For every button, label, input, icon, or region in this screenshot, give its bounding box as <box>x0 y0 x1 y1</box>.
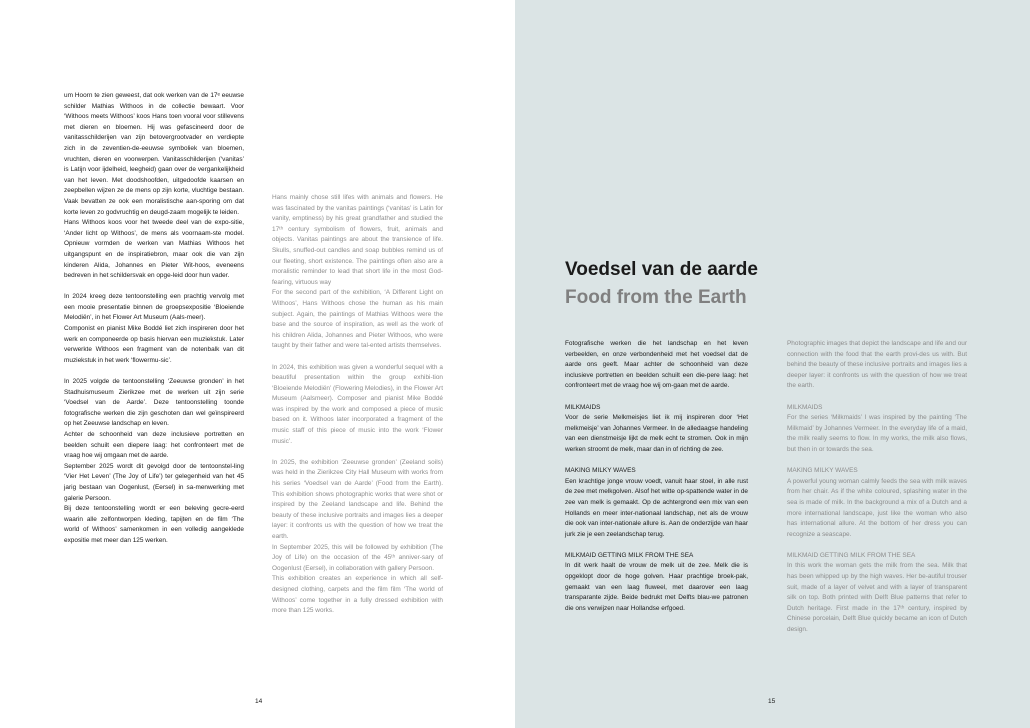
paragraph: MAKING MILKY WAVES A powerful young woman calmly feeds the sea with milk waves from her chair. As if the white coloured, splashing water in the sea is made of milk. In the background a mix of a Dutch and a more international landscape, just like the woman who also has international allure. At the bottom of her dress you can recognize a seascape. <box>787 467 967 538</box>
paragraph: MILKMAID GETTING MILK FROM THE SEA In this work the woman gets the milk from the sea. Milk that has been whipped up by the high waves. Her be-autiful trouser suit, made of a layer of velvet and with a layer of transparent silk on top. Both printed with Delft Blue patterns that refer to Dutch heritage. First made in the 17ᵗʰ century, inspired by Chinese porcelain, Delft Blue quickly became an icon of Dutch design. <box>787 551 967 634</box>
paragraph: MAKING MILKY WAVES Een krachtige jonge vrouw voedt, vanuit haar stoel, in alle rust de zee met melkgolven. Alsof het witte op-spattende water in de zee van melk is gemaakt. Op de achtergrond een mix van een Hollands en meer inter-nationaal landschap, net als de vrouw die ook van inter-nationale allure is. Aan de onderzijde van haar jurk zie je een zeelandschap terug. <box>565 467 748 538</box>
title-dutch: Voedsel van de aarde <box>565 259 758 280</box>
paragraph: MILKMAIDS Voor de serie Melkmeisjes liet ik mij inspireren door ‘Het melkmeisje’ van Johannes Vermeer. In de alledaagse handeling van een dienstmeisje lijkt de melk echt te stromen. Ook in mijn werken stroomt de melk, maar dan in of richting de zee. <box>565 403 748 453</box>
page-number-right: 15 <box>768 698 776 705</box>
page-number-left: 14 <box>255 698 263 705</box>
paragraph: MILKMAID GETTING MILK FROM THE SEA In dit werk haalt de vrouw de melk uit de zee. Melk die is opgeklopt door de hoge golven. Haar prachtige broek-pak, gemaakt van een laag fluweel, met daarover een laag transparante zijde. Beide bedrukt met Delfts blau-we patronen die ons verwijzen naar Hollandse erfgoed. <box>565 551 748 612</box>
paragraph: In 2025 volgde de tentoonstelling ‘Zeeuwse gronden’ in het Stadhuismuseum Zierikzee met de werken uit zijn serie ‘Voedsel van de Aarde’. Deze tentoonstelling toonde fotografische werken die zijn geschoten dan wel geïnspireerd op het Zeeuwse landschap en leven. Achter de schoonheid van deze inclusieve portretten en beelden schuilt een diepere laag: het confronteert met de vraag hoe wij omgaan met de aarde. September 2025 wordt dit gevolgd door de tentoonstel-ling ‘Vier Het Leven’ (The Joy of Life’) ter gelegenheid van het 45 jarig bestaan van Oogenlust, (Eersel) in sa-menwerking met galerie Persoon. Bij deze tentoonstelling wordt er een beleving gecre-eerd waarin alle zelfontworpen kleding, tapijten en de film ‘The world of Withoos’ samenkomen in een volledig aangeklede expositie met meer dan 125 werken. <box>64 378 244 544</box>
paragraph: Fotografische werken die het landschap en het leven verbeelden, en onze verbondenheid met het voedsel dat de aarde ons geeft. Maar achter de schoonheid van deze inclusieve portretten en beelden schuilt een die-pere laag: het confronteert met de vraag hoe wij om-gaan met de aarde. <box>565 340 748 390</box>
paragraph: In 2025, the exhibition ‘Zeeuwse gronden’ (Zeeland soils) was held in the Zierikzee City Hall Museum with works from his series ‘Voedsel van de Aarde’ (Food from the Earth). This exhibition shows photographic works that were shot or inspired by the Zeeland landscape and life. Behind the beauty of these inclusive portraits and images lies a deeper layer: it confronts us with the question of how we treat the earth. In September 2025, this will be followed by exhibition (The Joy of Life) on the occasion of the 45ᵗʰ anniver-sary of Oogenlust (Eersel), in collaboration with gallery Persoon. This exhibition creates an experience in which all self-designed clothing, carpets and the film film ‘The world of Withoos’ come together in a fully dressed exhibition with more than 125 works. <box>272 458 443 615</box>
right-english-column <box>787 339 967 636</box>
right-dutch-column <box>565 339 748 614</box>
left-dutch-column <box>64 91 244 547</box>
paragraph: Photographic images that depict the landscape and life and our connection with the food that the earth provi-des us with. But behind the beauty of these inclusive portraits and images lies a deeper layer: it confronts us with the question of how we treat the earth. <box>787 340 968 390</box>
paragraph: Hans mainly chose still lifes with animals and flowers. He was fascinated by the vanitas paintings (‘vanitas’ is Latin for vanity, emptiness) by his great grandfather and studied the 17ᵗʰ century symbolism of flowers, fruit, animals and objects. Vanitas paintings are about the transience of life. Skulls, snuffed-out candles and soap bubbles remind us of our fleeting, short existence. The paintings often also are a moralistic reminder to lead that short life in the most God-fearing, virtuous way For the second part of the exhibition, ‘A Different Light on Withoos’, Hans Withoos chose the human as his main subject. Again, the paintings of Mathias Withoos were the base and the source of inspiration, as well as the work of his children Alida, Johannes and Pieter Withoos, who were taught by their father and were tal-ented artists themselves. <box>272 194 443 350</box>
paragraph: MILKMAIDS For the series ‘Milkmaids’ I was inspired by the painting ‘The Milkmaid’ by Johannes Vermeer. In the everyday life of a maid, the milk really seems to flow. In my works, the milk also flows, but then in or towards the sea. <box>787 403 967 453</box>
left-english-column <box>272 193 443 617</box>
paragraph: um Hoorn te zien geweest, dat ook werken van de 17ᵉ eeuwse schilder Mathias Withoos in de collectie bewaart. Voor ‘Withoos meets Withoos’ koos Hans toen vooral voor stillevens met dieren en bloemen. Hij was gefascineerd door de vanitasschilderijen van zijn betovergrootvader en verdiepte zich in de zeventien-de-eeuwse symboliek van bloemen, vruchten, dieren en voorwerpen. Vanitasschilderijen (‘vanitas’ is Latijn voor ijdelheid, leegheid) gaan over de vergankelijkheid van het leven. Met doodshoofden, uitgedoofde kaarsen en zeepbellen wijzen ze de mens op zijn korte, vluchtige bestaan. Vaak bevatten ze ook een moralistische aan-sporing om dat korte leven zo godvruchtig en deugd-zaam mogelijk te leiden. Hans Withoos koos voor het tweede deel van de expo-sitie, ‘Ander licht op Withoos’, de mens als voornaam-ste model. Opnieuw vormden de werken van Mathias Withoos het uitgangspunt en de inspiratiebron, maar ook die van zijn kinderen Alida, Johannes en Pieter Wit-hoos, eveneens bedreven in het schildersvak en opge-leid door hun vader. <box>64 92 244 280</box>
paragraph: In 2024 kreeg deze tentoonstelling een prachtig vervolg met een mooie presentatie binnen de groepsexpositie ‘Bloeiende Melodiën’, in het Flower Art Museum (Aals-meer). Componist en pianist Mike Boddé liet zich inspireren door het werk en componeerde op basis hiervan een muziekstuk. Later verwerkte Withoos een fragment van de notenbalk van dit muziekstuk in het werk ‘flowermu-sic’. <box>64 293 244 364</box>
title-english: Food from the Earth <box>565 287 747 308</box>
paragraph: In 2024, this exhibition was given a wonderful sequel with a beautiful presentation within the group exhibi-tion ‘Bloeiende Melodiën’ (Flowering Melodies), in the Flower Art Museum (Aalsmeer). Composer and pianist Mike Boddé was inspired by the work and composed a piece of music based on it. Withoos later incorporated a fragment of the music staff of this piece of music into the work ‘Flower music’. <box>272 363 443 445</box>
